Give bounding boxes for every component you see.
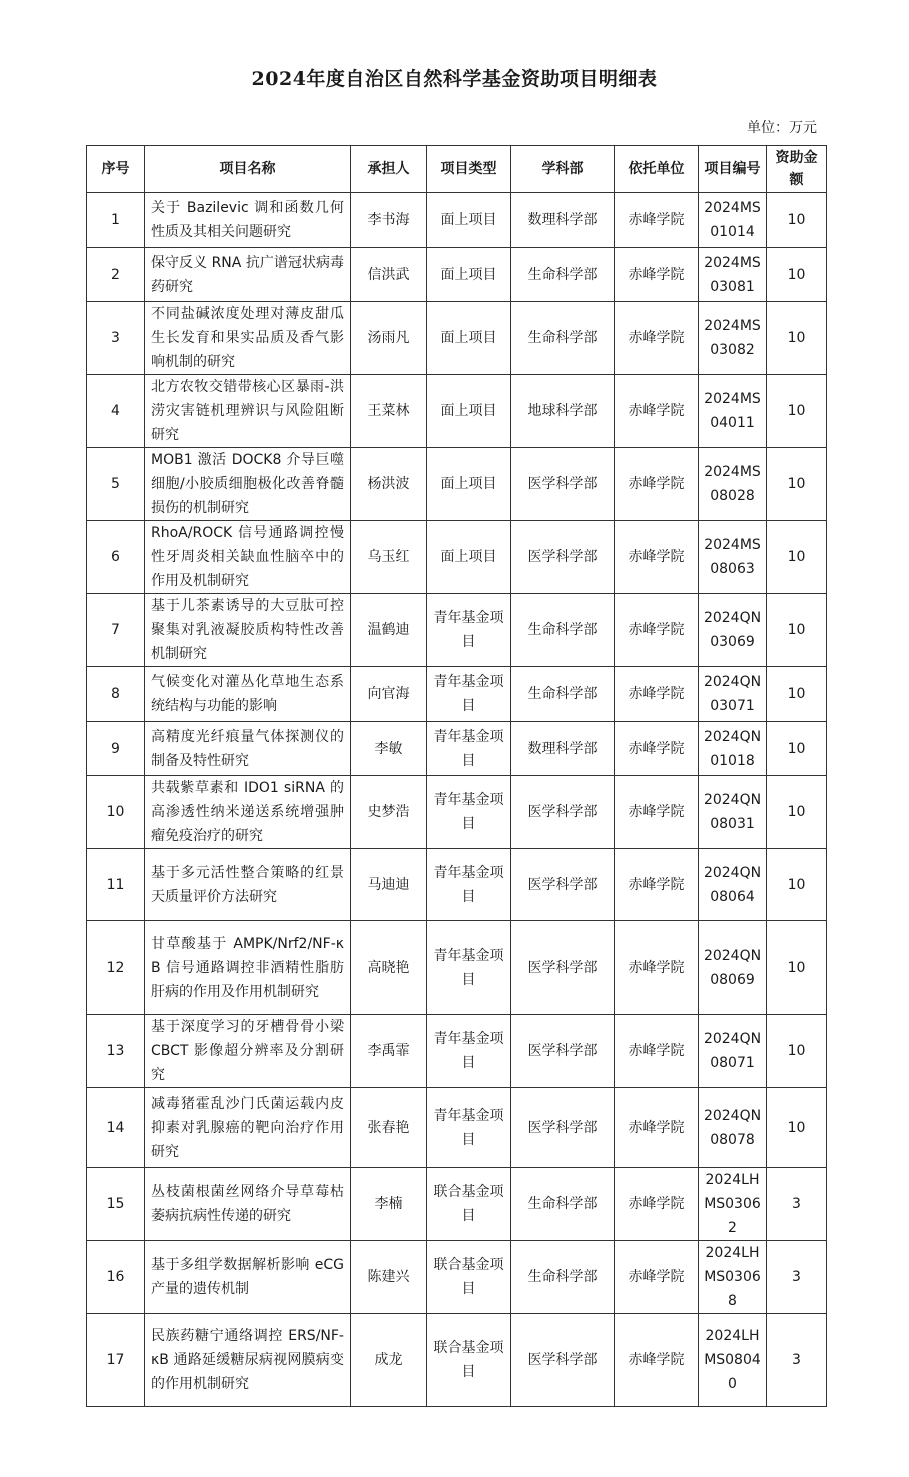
- row-department: 医学科学部: [511, 921, 615, 1015]
- row-amount: 10: [767, 849, 827, 921]
- header-project-code: 项目编号: [699, 146, 767, 193]
- row-department: 医学科学部: [511, 448, 615, 521]
- row-owner: 王菜林: [351, 375, 427, 448]
- row-organization: 赤峰学院: [615, 921, 699, 1015]
- row-department: 医学科学部: [511, 849, 615, 921]
- row-project-name: MOB1 激活 DOCK8 介导巨噬细胞/小胶质细胞极化改善脊髓损伤的机制研究: [145, 448, 351, 521]
- row-owner: 李禹霏: [351, 1015, 427, 1088]
- row-amount: 10: [767, 722, 827, 776]
- row-department: 地球科学部: [511, 375, 615, 448]
- row-seq: 2: [87, 248, 145, 302]
- row-department: 医学科学部: [511, 776, 615, 849]
- row-project-type: 青年基金项目: [427, 594, 511, 667]
- row-project-code: 2024MS04011: [699, 375, 767, 448]
- table-body: [87, 193, 827, 1407]
- row-owner: 汤雨凡: [351, 302, 427, 375]
- row-project-code: 2024QN08078: [699, 1088, 767, 1168]
- row-project-code: 2024QN03069: [699, 594, 767, 667]
- row-organization: 赤峰学院: [615, 193, 699, 248]
- row-amount: 10: [767, 776, 827, 849]
- row-seq: 3: [87, 302, 145, 375]
- row-seq: 17: [87, 1314, 145, 1407]
- header-amount: 资助金额: [767, 146, 827, 193]
- table-row: [87, 722, 827, 776]
- row-seq: 9: [87, 722, 145, 776]
- row-organization: 赤峰学院: [615, 1088, 699, 1168]
- row-seq: 13: [87, 1015, 145, 1088]
- table-row: [87, 302, 827, 375]
- row-project-code: 2024QN01018: [699, 722, 767, 776]
- row-organization: 赤峰学院: [615, 521, 699, 594]
- row-seq: 16: [87, 1241, 145, 1314]
- row-owner: 杨洪波: [351, 448, 427, 521]
- row-department: 医学科学部: [511, 1015, 615, 1088]
- row-project-code: 2024QN08071: [699, 1015, 767, 1088]
- row-owner: 信洪武: [351, 248, 427, 302]
- row-project-name: 甘草酸基于 AMPK/Nrf2/NF-κB 信号通路调控非酒精性脂肪肝病的作用及作用机制研究: [145, 921, 351, 1015]
- row-project-code: 2024QN08031: [699, 776, 767, 849]
- row-amount: 10: [767, 1015, 827, 1088]
- document-title: 2024年度自治区自然科学基金资助项目明细表: [251, 68, 658, 90]
- row-project-code: 2024LHMS08040: [699, 1314, 767, 1407]
- row-project-type: 联合基金项目: [427, 1314, 511, 1407]
- row-project-type: 青年基金项目: [427, 1015, 511, 1088]
- row-organization: 赤峰学院: [615, 1314, 699, 1407]
- row-project-code: 2024MS08063: [699, 521, 767, 594]
- row-seq: 6: [87, 521, 145, 594]
- table-row: [87, 594, 827, 667]
- row-project-name: RhoA/ROCK 信号通路调控慢性牙周炎相关缺血性脑卒中的作用及机制研究: [145, 521, 351, 594]
- row-owner: 李楠: [351, 1168, 427, 1241]
- row-amount: 10: [767, 921, 827, 1015]
- row-project-code: 2024MS03081: [699, 248, 767, 302]
- row-department: 数理科学部: [511, 722, 615, 776]
- row-seq: 11: [87, 849, 145, 921]
- row-project-name: 不同盐碱浓度处理对薄皮甜瓜生长发育和果实品质及香气影响机制的研究: [145, 302, 351, 375]
- row-department: 生命科学部: [511, 1168, 615, 1241]
- row-owner: 李书海: [351, 193, 427, 248]
- row-department: 生命科学部: [511, 1241, 615, 1314]
- row-organization: 赤峰学院: [615, 248, 699, 302]
- row-project-type: 面上项目: [427, 302, 511, 375]
- row-project-type: 联合基金项目: [427, 1168, 511, 1241]
- row-organization: 赤峰学院: [615, 849, 699, 921]
- row-owner: 温鹤迪: [351, 594, 427, 667]
- row-department: 生命科学部: [511, 594, 615, 667]
- row-organization: 赤峰学院: [615, 776, 699, 849]
- row-project-type: 面上项目: [427, 375, 511, 448]
- row-project-name: 丛枝菌根菌丝网络介导草莓枯萎病抗病性传递的研究: [145, 1168, 351, 1241]
- row-owner: 成龙: [351, 1314, 427, 1407]
- row-amount: 10: [767, 448, 827, 521]
- row-amount: 3: [767, 1168, 827, 1241]
- row-owner: 李敏: [351, 722, 427, 776]
- table-row: [87, 921, 827, 1015]
- row-project-name: 北方农牧交错带核心区暴雨-洪涝灾害链机理辨识与风险阻断研究: [145, 375, 351, 448]
- row-organization: 赤峰学院: [615, 722, 699, 776]
- row-owner: 向官海: [351, 667, 427, 722]
- row-project-name: 气候变化对灌丛化草地生态系统结构与功能的影响: [145, 667, 351, 722]
- row-organization: 赤峰学院: [615, 302, 699, 375]
- unit-label: 单位：万元: [747, 120, 817, 136]
- row-project-type: 青年基金项目: [427, 921, 511, 1015]
- row-project-type: 联合基金项目: [427, 1241, 511, 1314]
- header-project-type: 项目类型: [427, 146, 511, 193]
- row-project-code: 2024QN03071: [699, 667, 767, 722]
- row-department: 医学科学部: [511, 1314, 615, 1407]
- table-row: [87, 193, 827, 248]
- table-row: [87, 375, 827, 448]
- row-organization: 赤峰学院: [615, 1015, 699, 1088]
- row-amount: 10: [767, 594, 827, 667]
- row-project-type: 青年基金项目: [427, 667, 511, 722]
- row-department: 医学科学部: [511, 521, 615, 594]
- row-seq: 14: [87, 1088, 145, 1168]
- row-project-code: 2024MS01014: [699, 193, 767, 248]
- row-amount: 3: [767, 1241, 827, 1314]
- row-project-name: 共载紫草素和 IDO1 siRNA 的高渗透性纳米递送系统增强肿瘤免疫治疗的研究: [145, 776, 351, 849]
- row-organization: 赤峰学院: [615, 1241, 699, 1314]
- row-project-name: 基于多元活性整合策略的红景天质量评价方法研究: [145, 849, 351, 921]
- row-amount: 3: [767, 1314, 827, 1407]
- row-project-code: 2024QN08069: [699, 921, 767, 1015]
- row-project-name: 基于深度学习的牙槽骨骨小梁 CBCT 影像超分辨率及分割研究: [145, 1015, 351, 1088]
- row-organization: 赤峰学院: [615, 667, 699, 722]
- row-project-code: 2024MS03082: [699, 302, 767, 375]
- row-project-type: 面上项目: [427, 521, 511, 594]
- row-owner: 张春艳: [351, 1088, 427, 1168]
- row-owner: 乌玉红: [351, 521, 427, 594]
- row-department: 数理科学部: [511, 193, 615, 248]
- row-amount: 10: [767, 521, 827, 594]
- row-project-code: 2024QN08064: [699, 849, 767, 921]
- row-amount: 10: [767, 193, 827, 248]
- header-seq: 序号: [87, 146, 145, 193]
- table-row: [87, 1241, 827, 1314]
- table-row: [87, 248, 827, 302]
- funding-table: [86, 145, 827, 1407]
- table-row: [87, 849, 827, 921]
- row-amount: 10: [767, 1088, 827, 1168]
- row-project-name: 高精度光纤痕量气体探测仪的制备及特性研究: [145, 722, 351, 776]
- row-project-type: 面上项目: [427, 248, 511, 302]
- row-organization: 赤峰学院: [615, 1168, 699, 1241]
- row-project-type: 青年基金项目: [427, 722, 511, 776]
- row-department: 生命科学部: [511, 667, 615, 722]
- row-amount: 10: [767, 248, 827, 302]
- row-project-type: 青年基金项目: [427, 849, 511, 921]
- row-project-name: 减毒猪霍乱沙门氏菌运载内皮抑素对乳腺癌的靶向治疗作用研究: [145, 1088, 351, 1168]
- row-amount: 10: [767, 375, 827, 448]
- table-row: [87, 1088, 827, 1168]
- row-department: 生命科学部: [511, 302, 615, 375]
- row-organization: 赤峰学院: [615, 594, 699, 667]
- table-row: [87, 667, 827, 722]
- row-seq: 15: [87, 1168, 145, 1241]
- row-owner: 马迪迪: [351, 849, 427, 921]
- header-department: 学科部: [511, 146, 615, 193]
- table-row: [87, 448, 827, 521]
- row-project-code: 2024LHMS03062: [699, 1168, 767, 1241]
- table-row: [87, 1168, 827, 1241]
- row-project-name: 民族药糖宁通络调控 ERS/NF-κB 通路延缓糖尿病视网膜病变的作用机制研究: [145, 1314, 351, 1407]
- row-owner: 陈建兴: [351, 1241, 427, 1314]
- row-seq: 8: [87, 667, 145, 722]
- header-project-name: 项目名称: [145, 146, 351, 193]
- row-seq: 10: [87, 776, 145, 849]
- row-seq: 4: [87, 375, 145, 448]
- table-row: [87, 1015, 827, 1088]
- row-project-name: 基于多组学数据解析影响 eCG 产量的遗传机制: [145, 1241, 351, 1314]
- row-project-name: 基于儿茶素诱导的大豆肽可控聚集对乳液凝胶质构特性改善机制研究: [145, 594, 351, 667]
- row-project-type: 青年基金项目: [427, 776, 511, 849]
- row-project-code: 2024LHMS03068: [699, 1241, 767, 1314]
- row-seq: 12: [87, 921, 145, 1015]
- row-organization: 赤峰学院: [615, 375, 699, 448]
- header-owner: 承担人: [351, 146, 427, 193]
- row-owner: 史梦浩: [351, 776, 427, 849]
- row-amount: 10: [767, 302, 827, 375]
- row-department: 医学科学部: [511, 1088, 615, 1168]
- row-owner: 高晓艳: [351, 921, 427, 1015]
- row-seq: 7: [87, 594, 145, 667]
- row-project-type: 面上项目: [427, 448, 511, 521]
- table-row: [87, 521, 827, 594]
- header-organization: 依托单位: [615, 146, 699, 193]
- row-project-name: 关于 Bazilevic 调和函数几何性质及其相关问题研究: [145, 193, 351, 248]
- row-project-type: 面上项目: [427, 193, 511, 248]
- row-seq: 1: [87, 193, 145, 248]
- table-header-row: [87, 146, 827, 193]
- row-project-code: 2024MS08028: [699, 448, 767, 521]
- row-project-name: 保守反义 RNA 抗广谱冠状病毒药研究: [145, 248, 351, 302]
- funding-table-container: [86, 145, 826, 1407]
- table-row: [87, 776, 827, 849]
- row-project-type: 青年基金项目: [427, 1088, 511, 1168]
- row-organization: 赤峰学院: [615, 448, 699, 521]
- row-department: 生命科学部: [511, 248, 615, 302]
- row-amount: 10: [767, 667, 827, 722]
- row-seq: 5: [87, 448, 145, 521]
- table-row: [87, 1314, 827, 1407]
